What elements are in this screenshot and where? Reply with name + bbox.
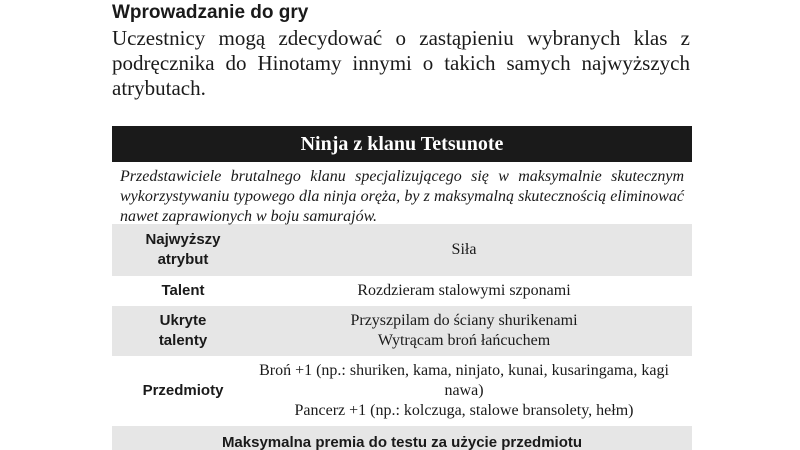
card-footer-row: Maksymalna premia do testu za użycie przedmiotu: [112, 426, 692, 450]
row-value-line: Przyszpilam do ściany shurikenami: [350, 312, 578, 329]
row-value-line: Wytrącam broń łańcuchem: [377, 332, 551, 349]
section-heading: Wprowadzanie do gry: [112, 2, 309, 23]
row-label: [112, 311, 254, 351]
row-label-line: atrybut: [157, 251, 209, 268]
row-value-line: Pancerz +1 (np.: kolczuga, stalowe bransolety, hełm): [294, 402, 634, 419]
intro-paragraph: Uczestnicy mogą zdecydować o zastąpieniu wybranych klas z podręcznika do Hinotamy innymi o takich samych najwyższych atrybutach.: [112, 26, 690, 100]
row-label-line: Talent: [161, 282, 205, 299]
row-items: [112, 356, 692, 426]
row-value-line: Broń +1 (np.: shuriken, kama, ninjato, kunai, kusaringama, kagi: [259, 362, 669, 379]
row-value-line: Siła: [451, 241, 477, 258]
row-label: [112, 230, 254, 270]
row-label: [112, 381, 254, 401]
row-value-line: nawa): [444, 382, 484, 399]
row-value-line: Rozdzieram stalowymi szponami: [357, 282, 571, 299]
row-hidden-talents: [112, 306, 692, 356]
row-highest-attribute: [112, 224, 692, 276]
row-label-line: talenty: [158, 332, 208, 349]
row-value: [254, 361, 692, 421]
row-talent: [112, 276, 692, 306]
row-label-line: Ukryte: [159, 312, 207, 329]
row-label-line: Przedmioty: [142, 382, 224, 399]
row-label-line: Najwyższy: [145, 231, 221, 248]
class-card: [112, 126, 692, 450]
row-value: [254, 240, 692, 260]
row-label: [112, 281, 254, 301]
card-description: Przedstawiciele brutalnego klanu specjalizującego się w maksymalnie skutecznym wykorzystywaniu typowego dla ninja oręża, by z maksymalną skutecznością eliminować nawet zaprawionych w boju samurajów.: [120, 168, 684, 225]
card-title: Ninja z klanu Tetsunote: [112, 126, 692, 162]
row-value: [254, 311, 692, 351]
row-value: [254, 281, 692, 301]
